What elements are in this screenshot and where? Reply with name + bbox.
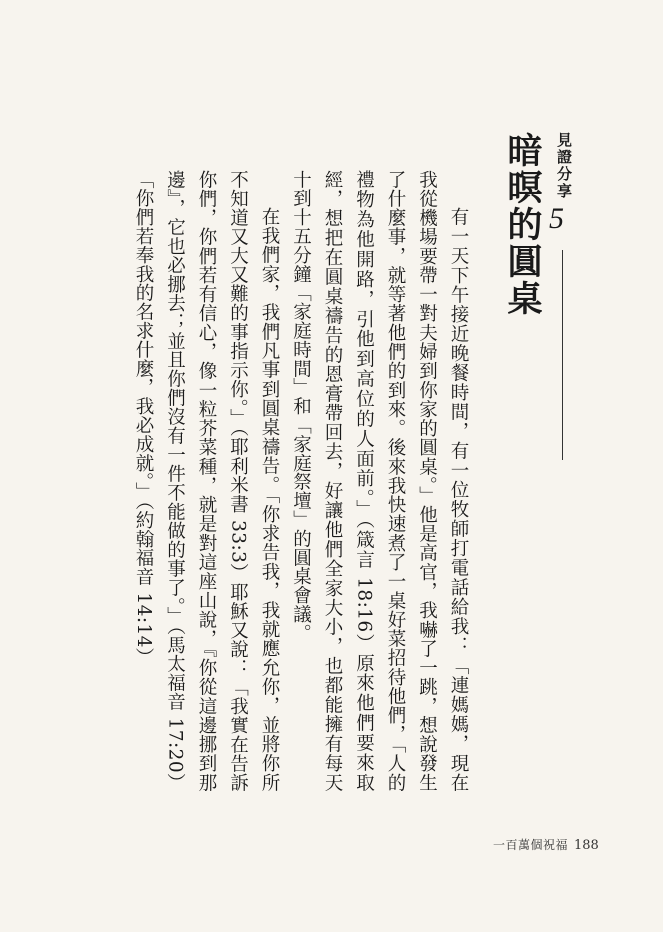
chapter-title: 暗暝的圓桌 [502, 132, 543, 317]
section-label: 見證分享 [555, 132, 573, 200]
page-number: 188 [574, 838, 599, 853]
footer-book-title: 一百萬個祝福 [493, 838, 569, 852]
body-text [84, 170, 474, 792]
paragraph-2: 在我們家，我們凡事到圓桌禱告。「你求告我，我就應允你，並將你所不知道又大又難的事指示你。」（耶利米書 33:3）耶穌又說：「我實在告訴你們，你們若有信心，像一粒芥菜種，就是對這座山說，『你從這邊挪到那邊』，它也必挪去；並且你們沒有一件不能做的事了。」（馬太福音 17:20）「你們若奉我的名求什麼，我必成就。」（約翰福音 14:14） [133, 170, 280, 792]
page-footer [493, 836, 599, 853]
section-number: 5 [549, 202, 564, 235]
header-divider [562, 250, 563, 460]
paragraph-1: 有一天下午接近晚餐時間，有一位牧師打電話給我：「連媽媽，現在我從機場要帶一對夫婦到你家的圓桌。」他是高官，我嚇了一跳，想說發生了什麼事，就等著他們的到來。後來我快速煮了一桌好菜招待他們，「人的禮物為他開路，引他到高位的人面前。」（箴言 18:16）原來他們要來取經，想把在圓桌禱告的恩膏帶回去，好讓他們全家大小，也都能擁有每天十到十五分鐘「家庭時間」和「家庭祭壇」的圓桌會議。 [290, 170, 469, 792]
